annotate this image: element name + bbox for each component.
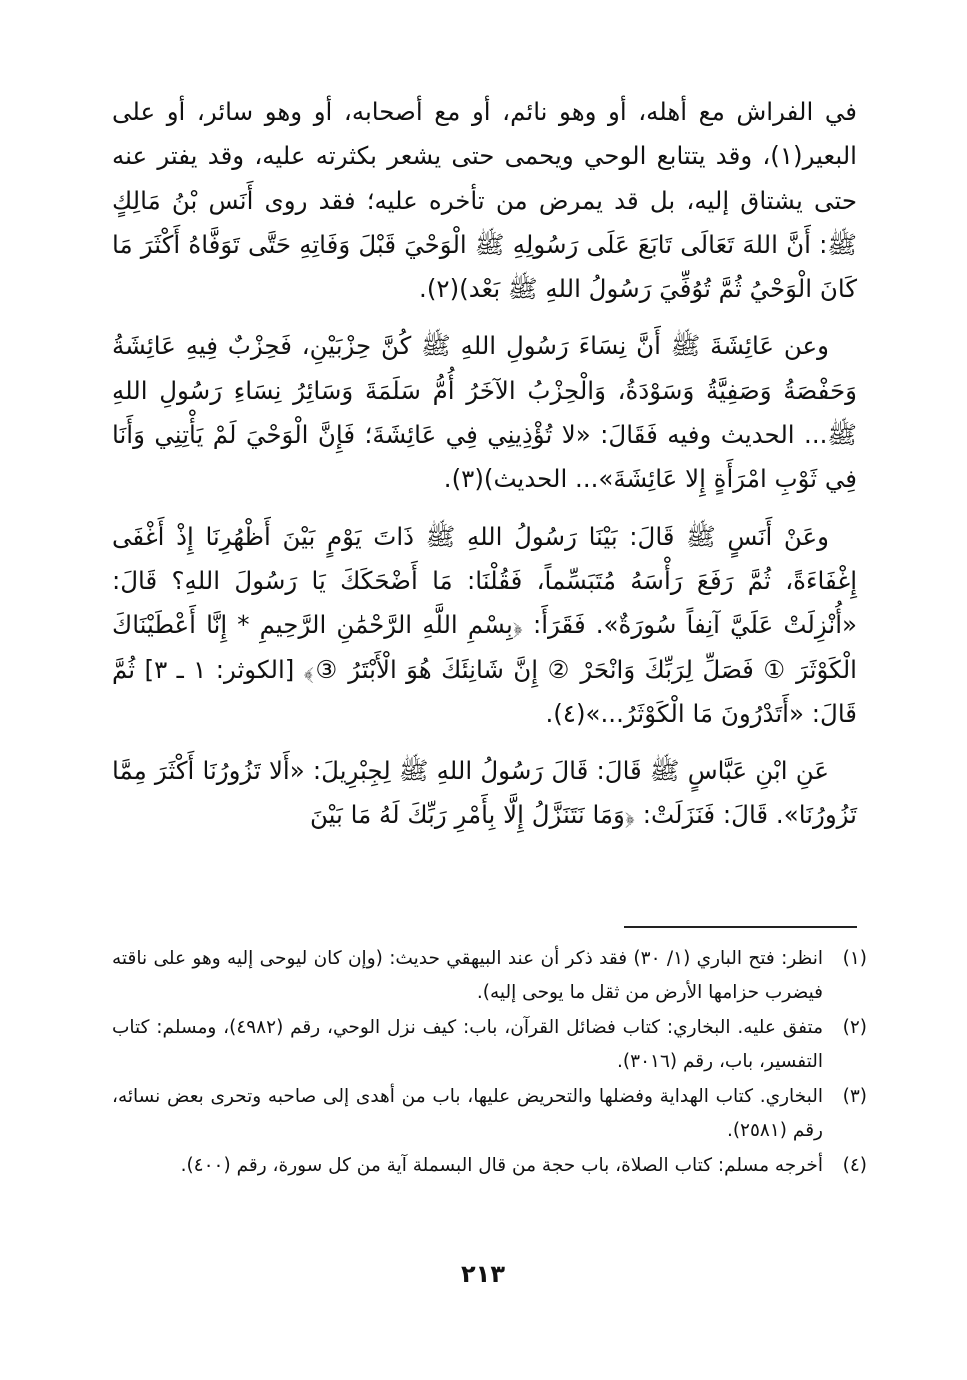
footnote-number: (١) (842, 948, 867, 969)
footnote-2 (112, 1011, 867, 1078)
footnote-text: البخاري. كتاب الهداية وفضلها والتحريض عليها، باب من أهدى إلى صاحبه وتحرى بعض نسائه، رقم (٢٥٨١). (112, 1086, 823, 1141)
footnote-text: متفق عليه. البخاري: كتاب فضائل القرآن، باب: كيف نزل الوحي، رقم (٤٩٨٢)، ومسلم: كتاب التفسير، باب، رقم (٣٠١٦). (112, 1017, 823, 1072)
footnote-number: (٣) (842, 1086, 867, 1107)
paragraph-4: عَنِ ابْنِ عَبَّاسٍ ﷺ قَالَ: قَالَ رَسُولُ اللهِ ﷺ لِجِبْرِيلَ: «أَلا تَزُورُنَا أَكْثَرَ مِمَّا تَزُورُنَا». قَالَ: فَنَزَلَتْ: ﴿وَمَا نَتَنَزَّلُ إِلَّا بِأَمْرِ رَبِّكَ لَهُ مَا بَيْنَ (112, 756, 857, 830)
footnote-number: (٢) (842, 1017, 867, 1038)
footnote-text: انظر: فتح الباري (١/ ٣٠) فقد ذكر أن عند البيهقي حديث: (وإن كان ليوحى إليه وهو على ناقته فيضرب حزامها الأرض من ثقل ما يوحى إليه). (112, 948, 823, 1003)
footnote-4 (112, 1149, 867, 1183)
paragraph-3: وعَنْ أَنَسٍ ﷺ قَالَ: بَيْنَا رَسُولُ اللهِ ﷺ ذَاتَ يَوْمٍ بَيْنَ أَظْهُرِنَا إِذْ أَغْفَى إِغْفَاءَةً، ثُمَّ رَفَعَ رَأْسَهُ مُتَبَسِّماً، فَقُلْنَا: مَا أَضْحَكَكَ يَا رَسُولَ اللهِ؟ قَالَ: «أُنْزِلَتْ عَلَيَّ آنِفاً سُورَةٌ». فَقَرَأَ: ﴿بِسْمِ اللَّهِ الرَّحْمَٰنِ الرَّحِيمِ * إِنَّا أَعْطَيْنَاكَ الْكَوْثَرَ ① فَصَلِّ لِرَبِّكَ وَانْحَرْ ② إِنَّ شَانِئَكَ هُوَ الْأَبْتَرُ ③﴾ [الكوثر: ١ ـ ٣] ثُمَّ قَالَ: «أَتَدْرُونَ مَا الْكَوْثَرُ...»(٤). (112, 521, 857, 728)
footnote-3 (112, 1080, 867, 1147)
paragraph-1: في الفراش مع أهله، أو وهو نائم، أو مع أصحابه، أو وهو سائر، أو على البعير(١)، وقد يتتابع الوحي ويحمى حتى يشعر بكثرته عليه، وقد يفتر عنه حتى يشتاق إليه، بل قد يمرض من تأخره عليه؛ فقد روى أَنَس بْنُ مَالِكٍ ﷺ: أَنَّ اللهَ تَعَالَى تَابَعَ عَلَى رَسُولِهِ ﷺ الْوَحْيَ قَبْلَ وَفَاتِهِ حَتَّى تَوَفَّاهُ أَكْثَرَ مَا كَانَ الْوَحْيُ ثُمَّ تُوُفِّيَ رَسُولُ اللهِ ﷺ بَعْد)(٢). (112, 97, 857, 304)
footnote-text: أخرجه مسلم: كتاب الصلاة، باب حجة من قال البسملة آية من كل سورة، رقم (٤٠٠). (180, 1155, 823, 1176)
main-text (112, 90, 857, 851)
footnote-number: (٤) (842, 1155, 867, 1176)
footnotes (112, 942, 867, 1185)
footnote-1 (112, 942, 867, 1009)
footnote-separator (624, 926, 857, 928)
paragraph-2: وعن عَائِشَةَ ﷺ أَنَّ نِسَاءَ رَسُولِ اللهِ ﷺ كُنَّ حِزْبَيْنِ، فَحِزْبٌ فِيهِ عَائِشَةُ وَحَفْصَةُ وَصَفِيَّةُ وَسَوْدَةُ، وَالْحِزْبُ الآخَرُ أُمُّ سَلَمَةَ وَسَائِرُ نِسَاءِ رَسُولِ اللهِ ﷺ... الحديث وفيه فَقَالَ: «لا تُؤْذِينِي فِي عَائِشَةَ؛ فَإِنَّ الْوَحْيَ لَمْ يَأْتِنِي وَأَنَا فِي ثَوْبِ امْرَأَةٍ إِلا عَائِشَةَ»... الحديث)(٣). (112, 331, 857, 494)
page-number: ٢١٣ (461, 1260, 505, 1288)
